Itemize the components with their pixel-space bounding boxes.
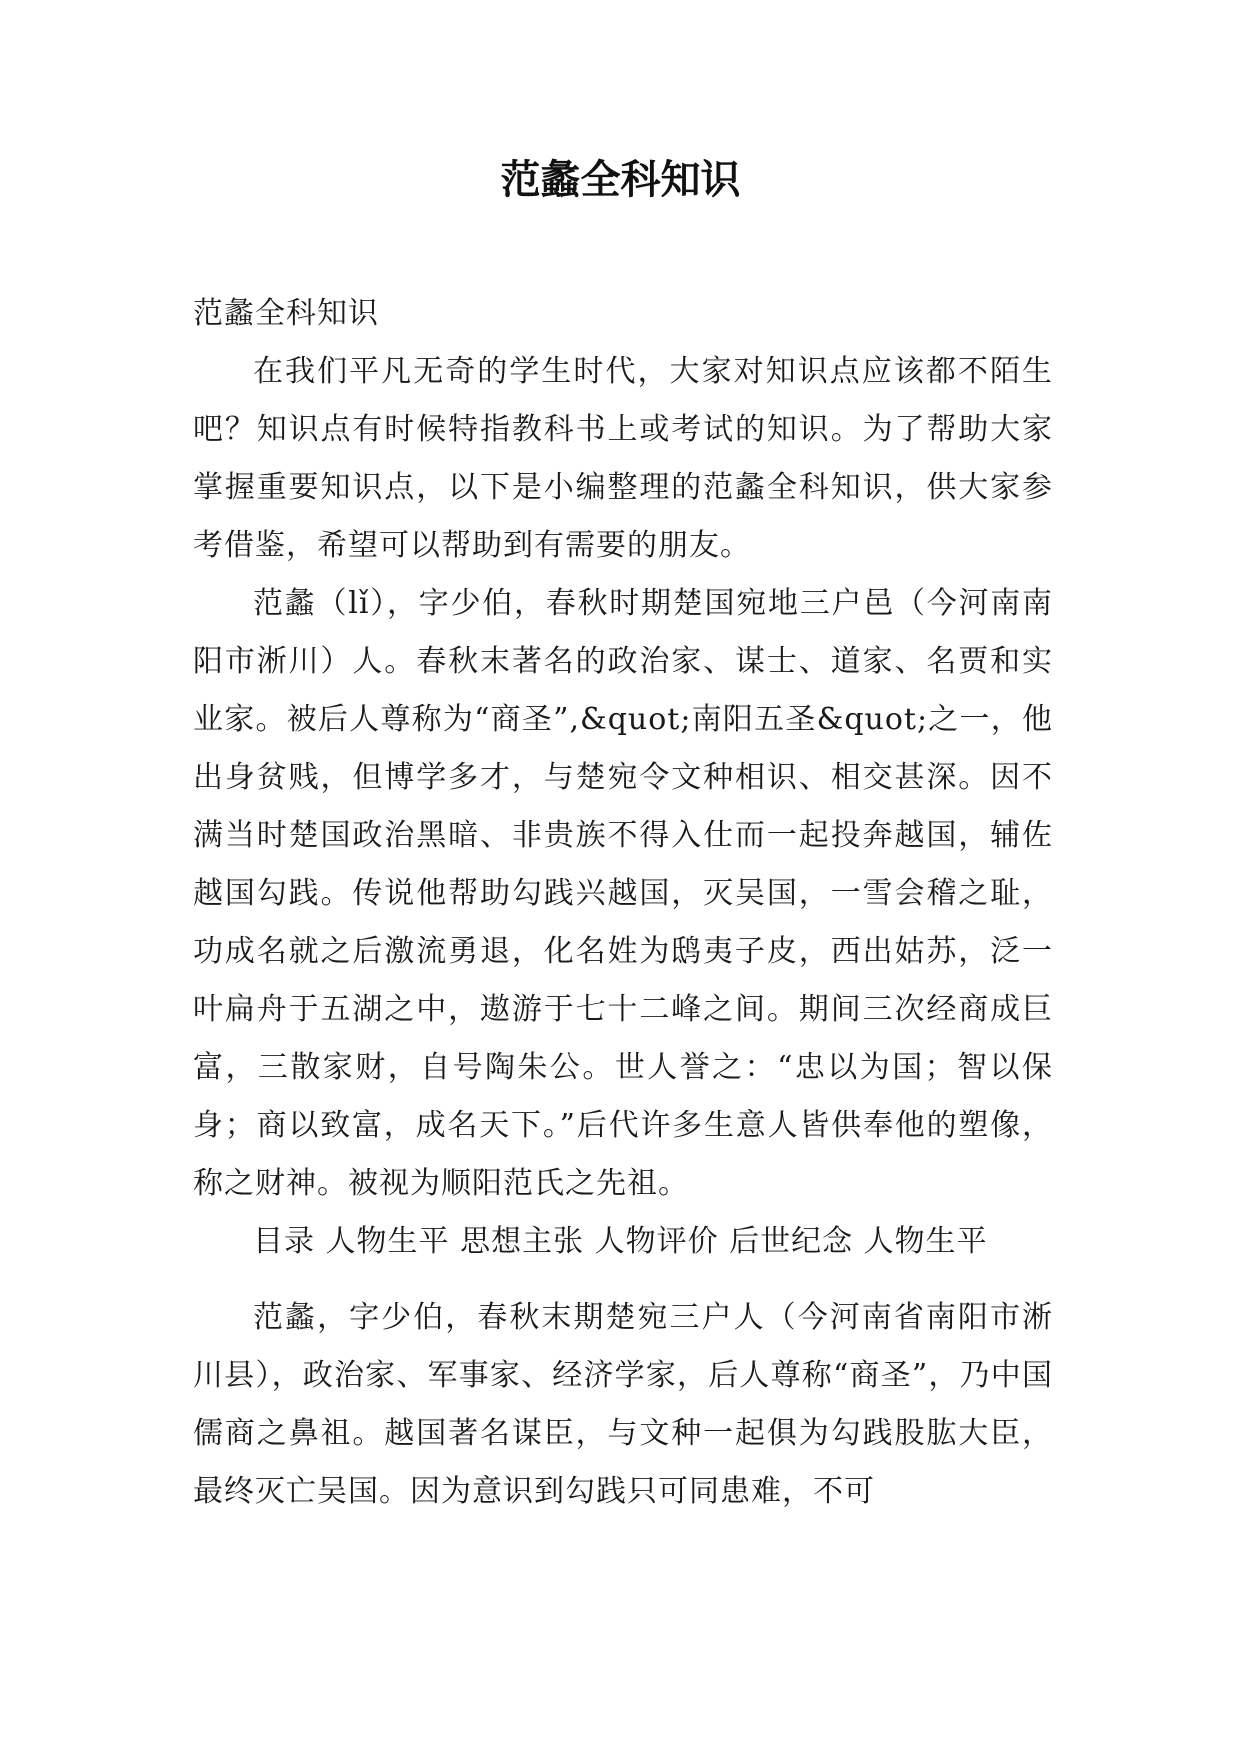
intro-paragraph: 在我们平凡无奇的学生时代，大家对知识点应该都不陌生吧？知识点有时候特指教科书上或考试的知识。为了帮助大家掌握重要知识点，以下是小编整理的范蠡全科知识，供大家参考借鉴，希望可以帮助到有需要的朋友。: [193, 354, 1053, 563]
document-title: 范蠡全科知识: [500, 157, 741, 203]
subtitle-paragraph: 范蠡全科知识: [193, 296, 379, 331]
table-of-contents: 目录 人物生平 思想主张 人物评价 后世纪念 人物生平: [253, 1224, 988, 1259]
biography-paragraph: 范蠡（lǐ），字少伯，春秋时期楚国宛地三户邑（今河南南阳市淅川）人。春秋末著名的政治家、谋士、道家、名贾和实业家。被后人尊称为“商圣”,&quot;南阳五圣&quot;之一，他出身贫贱，但博学多才，与楚宛令文种相识、相交甚深。因不满当时楚国政治黑暗、非贵族不得入仕而一起投奔越国，辅佐越国勾践。传说他帮助勾践兴越国，灭吴国，一雪会稽之耻，功成名就之后激流勇退，化名姓为鸱夷子皮，西出姑苏，泛一叶扁舟于五湖之中，遨游于七十二峰之间。期间三次经商成巨富，三散家财，自号陶朱公。世人誉之：“忠以为国；智以保身；商以致富，成名天下。”后代许多生意人皆供奉他的塑像，称之财神。被视为顺阳范氏之先祖。: [193, 586, 1053, 1201]
life-paragraph: 范蠡，字少伯，春秋末期楚宛三户人（今河南省南阳市淅川县），政治家、军事家、经济学家，后人尊称“商圣”，乃中国儒商之鼻祖。越国著名谋臣，与文种一起俱为勾践股肱大臣，最终灭亡吴国。因为意识到勾践只可同患难，不可: [193, 1300, 1053, 1509]
document-body: [193, 285, 1053, 1521]
